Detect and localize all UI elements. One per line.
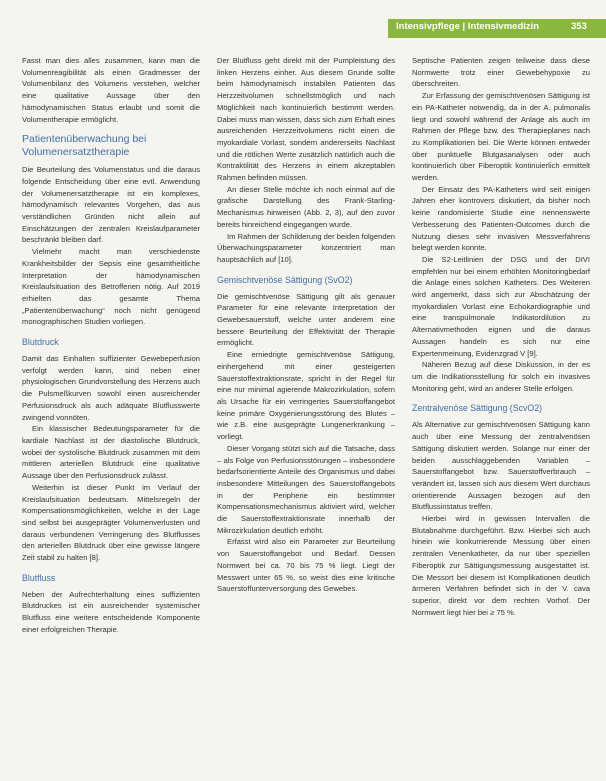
subheading-blood-pressure: Blutdruck bbox=[22, 337, 59, 348]
section-heading-monitoring: Patientenüberwachung bei Volumenersatztherapie bbox=[22, 133, 147, 158]
paragraph: Zur Erfassung der gemischtvenösen Sättigung ist ein PA-Katheter notwendig, da in der A. pulmonalis liegt und sowohl während der Anlage als auch im Rahmen der Pflege bzw. des Therapieplanes nach zu Komplikationen bei. Die Werte können entweder über punktuelle Blutgasanalysen oder auch kontinuierlich über Fiberoptik kontinuierlich ermittelt werden. bbox=[412, 91, 590, 183]
paragraph: Dieser Vorgang stützt sich auf die Tatsache, dass – als Folge von Perfusionsstörungen – insbesondere bedarfsorientierte Anteile des Organismus und dabei insbesondere Mitteilungen des Sauerstoffangebots in der Peripherie ein bestimmter Kompensationsmechanismus aktiviert wird, welcher die Sauerstoffextraktionsrate innerhalb der Mikrozirkulation deutlich erhöht. bbox=[217, 443, 395, 535]
paragraph: Hierbei wird in gewissen Intervallen die Blutabnahme durchgeführt. Bzw. Hierbei sich auch hinein wie konkurrierende Messung über einen zentralen Venenkatheter, da nur über speziellen Fiberoptik zur Sättigungsmessung ausgestattet ist. Die Messort bei diesem ist Komplikationen deutlich ärmeren Verfahren befindet sich in der V. cava superior, direkt vor dem rechten Vorhof. Der Normwert liegt hier bei ≥ 75 %. bbox=[412, 514, 590, 617]
paragraph: Die S2-Leitlinien der DSG und der DIVI empfehlen nur bei einem erhöhten Monitoringbedarf die Anlage eines solchen Katheters. Des Weiteren wird angemerkt, dass sich zur Abschätzung der myokardialen Vorlast eine Echokardiographie und eine transpulmonale Indikatordilution zu Alternativmethoden eignen und die daraus Aussagen handeln es sich nur eine Expertenmeinung, Evidenzgrad V [9]. bbox=[412, 254, 590, 358]
page-number: 353 bbox=[571, 21, 587, 32]
subheading-scvo2: Zentralvenöse Sättigung (ScvO2) bbox=[412, 403, 543, 414]
text-column-right bbox=[412, 55, 590, 618]
paragraph: Näheren Bezug auf diese Diskussion, in der es um die Indikationsstellung für solch ein invasives Monitoring geht, wird an anderer Stelle erfolgen. bbox=[412, 360, 590, 393]
paragraph: Fasst man dies alles zusammen, kann man die Volumenreagibilität als einen Gradmesser der Volumenbilanz des Volumens verstehen, welcher eine qualitative Aussage über den hämodynamischen Status erlaubt und somit die Volumentherapie ermöglicht. bbox=[22, 56, 200, 124]
paragraph: Die gemischtvenöse Sättigung gilt als genauer Parameter für eine relevante Interpretation der Gewebesauerstoff, welche unter anderem eine bessere Beurteilung der Effektivität der Therapie ermöglicht. bbox=[217, 291, 395, 348]
paragraph: Weiterhin ist dieser Punkt im Verlauf der Kreislaufsituation bedeutsam. Mittelsregeln der Kompensationsmöglichkeiten, welche in der Lage sind selbst bei ausgeprägter Volumenverlusten und daraus verbundenen Verringerung des Blutflusses den arteriellen Blutdruck über eine gewisse längere Zeit stabil zu halten [8]. bbox=[22, 482, 200, 563]
paragraph: Eine erniedrigte gemischtvenöse Sättigung, einhergehend mit einer gesteigerten Sauerstoffextraktionsrate, spricht in der Regel für eine nur minimal agierende Makrozirkulation, sofern als Ursache für ein verringertes Sauerstoffangebot keine primäre Oxygenierungsstörung des Blutes – wie z.B. eine ausgeprägte Lungenerkrankung – vorliegt. bbox=[217, 350, 395, 442]
text-column-middle bbox=[217, 55, 395, 595]
running-header-title: Intensivpflege | Intensivmedizin bbox=[396, 21, 540, 32]
paragraph: Neben der Aufrechterhaltung eines suffizienten Blutdruckes ist ein ausreichender systemischer Blutfluss eine weitere entscheidende Komponente einer erfolgreichen Therapie. bbox=[22, 589, 200, 634]
paragraph: Vielmehr macht man verschiedenste Krankheitsbilder der Sepsis eine gesamtheitliche Interpretation der hämodynamischen Kreislaufsituation des Betroffenen nötig. Auf 2019 erhielten das gesamte Thema „Patientenüberwachung“ noch nicht genügend monographischen Studien vorliegen. bbox=[22, 247, 200, 327]
paragraph: Septische Patienten zeigen teilweise dass diese Normwerte trotz einer Gewebehypoxie zu überschreiten. bbox=[412, 56, 590, 89]
subheading-blood-flow: Blutfluss bbox=[22, 572, 56, 583]
paragraph: Ein klassischer Bedeutungsparameter für die kardiale Nachlast ist der diastolische Blutdruck, wobei der systolische Blutdruck zusammen mit dem mittleren arteriellen Blutdruck eine qualitative Aussage über den Perfusionsdruck zulässt. bbox=[22, 424, 200, 481]
paragraph: Erfasst wird also ein Parameter zur Beurteilung von Sauerstoffangebot und Bedarf. Dessen Normwert bei ca. 70 bis 75 % liegt. Liegt der Messwert unter 65 %, so weist dies eine kritische Sauerstoffunterversorgung des Gewebes. bbox=[217, 537, 395, 594]
paragraph: Der Blutfluss geht direkt mit der Pumpleistung des linken Herzens einher. Aus diesem Grunde sollte beim hämodynamisch instabilen Patienten das Herzzeitvolumen schnellstmöglich und nach Möglichkeit nach kontinuierlich bestimmt werden. Dabei muss man wissen, dass sich zum Erhalt eines ausreichenden Herzzeitvolumens nicht einen die myokardiale Vorlast, sondern andererseits Nachlast und die rötlichen Werte zusätzlich natürlich auch die Kontraktilität des Herzens in einem akzeptablen Rahmen befinden müssen. bbox=[217, 56, 395, 183]
text-column-left bbox=[22, 55, 200, 636]
paragraph: Die Beurteilung des Volumenstatus und die daraus folgende Entscheidung über eine evtl. Anwendung der Volumenersatztherapie ist ein komplexes, hämodynamisch relevantes Vorgehen, das aus verständlichen Gründen nicht allein auf Einschätzungen der zentralen Kreislaufparameter beschränkt bleiben darf. bbox=[22, 165, 200, 245]
paragraph: Der Einsatz des PA-Katheters wird seit einigen Jahren eher kontrovers diskutiert, da bisher noch keine randomisierte Studie eine nennenswerte Verbesserung des Patienten-Outcomes durch die Nutzung dieses sehr invasiven Messverfahrens belegt werden konnte. bbox=[412, 184, 590, 253]
paragraph: Im Rahmen der Schilderung der beiden folgenden Überwachungsparameter konzentriert man hauptsächlich auf [10]. bbox=[217, 231, 396, 264]
paragraph: An dieser Stelle möchte ich noch einmal auf die grafische Darstellung des Frank-Starling-Mechanismus hinweisen (Abb. 2, 3), auf den zuvor bereits hinreichend eingegangen wurde. bbox=[217, 184, 395, 229]
page-header bbox=[0, 0, 606, 48]
paragraph: Damit das Einhalten suffizienter Gewebeperfusion verfolgt werden kann, sind neben einer physiologischen Grundvorstellung des Herzens auch die Pulsmeßkurven sowohl einen ausreichender Perfusionsdruck als auch adäquate Blutflusswerte zwingend vonnöten. bbox=[22, 354, 200, 422]
subheading-svo2: Gemischtvenöse Sättigung (SvO2) bbox=[217, 274, 353, 285]
paragraph: Als Alternative zur gemischtvenösen Sättigung kann auch über eine Messung der zentralvenösen Sättigung diskutiert werden. Solange nur einer der beiden ausschlaggebenden Variablen – Sauerstoffangebot bzw. Sauerstoffverbrauch – verändert ist, lassen sich aus diesem Wert durchaus orientierende Aussagen bezogen auf den Blutflussinstatus treffen. bbox=[412, 420, 590, 512]
